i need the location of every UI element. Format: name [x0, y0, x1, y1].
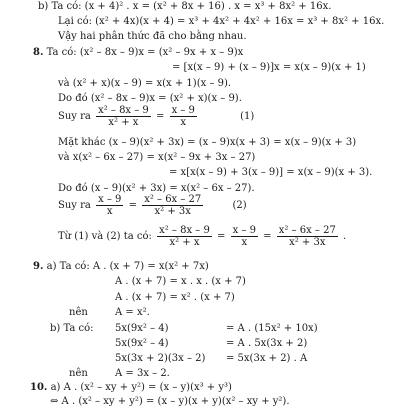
line-9a-result: A = x².: [115, 307, 150, 318]
line-9a-step3: A . (x + 7) = x² . (x + 7): [115, 292, 235, 303]
fraction-denominator: x² + x: [108, 117, 139, 128]
fraction-denominator: x: [241, 237, 248, 248]
problem-8-line: [33, 47, 243, 59]
problem-9-first-expr: a) Ta có: A . (x + 7) = x(x² + 7x): [43, 261, 209, 272]
problem-8-first-expr: Ta có: (x² – 8x – 9)x = (x² – 9x + x – 9)x: [43, 47, 244, 58]
fraction-denominator: x: [180, 117, 187, 128]
nen-label: nên: [69, 307, 88, 318]
problem-number-9: 9.: [33, 261, 44, 272]
line-9b-result: A = 3x – 2.: [115, 368, 170, 379]
line-mat-khac: Mặt khác (x – 9)(x² + 3x) = (x – 9)x(x + 3) = x(x – 9)(x + 3): [58, 137, 357, 148]
line-factor-2: = x[x(x – 9) + 3(x – 9)] = x(x – 9)(x + 3).: [169, 167, 373, 178]
fraction-numerator: x² – 6x – 27: [278, 225, 336, 236]
line-do-do-2: Do đó (x – 9)(x² + 3x) = x(x² – 6x – 27).: [58, 183, 255, 194]
line-do-do-1: Do đó (x² – 8x – 9)x = (x² + x)(x – 9).: [58, 93, 242, 104]
line-lai-co: Lại có: (x² + 4x)(x + 4) = x³ + 4x² + 4x² + 16x = x³ + 8x² + 16x.: [58, 16, 385, 27]
line-tu-1-va-2: [58, 225, 346, 248]
fraction-numerator: x² – 8x – 9: [159, 225, 210, 236]
fraction-2b: [142, 194, 203, 217]
fraction-1b: [170, 105, 197, 128]
fraction-denominator: x² + 3x: [289, 237, 326, 248]
problem-number-8: 8.: [33, 47, 44, 58]
line-suy-ra-2: [58, 194, 247, 217]
fraction-denominator: x² + 3x: [154, 206, 191, 217]
equals-sign: =: [263, 230, 272, 242]
line-9b-lhs2: 5x(9x² – 4): [115, 338, 169, 349]
line-b-first: b) Ta có: (x + 4)² . x = (x² + 8x + 16) . x = x³ + 8x² + 16x.: [38, 1, 332, 12]
line-vay-hai-phan-thuc: Vậy hai phân thức đã cho bằng nhau.: [58, 31, 247, 42]
fraction-numerator: x² – 6x – 27: [144, 194, 202, 205]
line-9b-lhs1: 5x(9x² – 4): [115, 323, 169, 334]
equals-sign: =: [217, 230, 226, 242]
problem-number-10: 10.: [30, 382, 48, 393]
suy-ra-label: Suy ra: [58, 199, 91, 211]
equals-sign: =: [155, 110, 165, 122]
line-9b-nen: nên: [69, 368, 88, 379]
problem-10-first-expr: a) A . (x² – xy + y²) = (x – y)(x³ + y³): [47, 382, 232, 393]
fraction-3c: [277, 225, 338, 248]
line-va-x-x2: và x(x² – 6x – 27) = x(x² – 9x + 3x – 27): [58, 152, 256, 163]
fraction-denominator: x² + x: [169, 237, 200, 248]
problem-9-line: [33, 261, 209, 273]
line-10a-equivalent: ⇔ A . (x² – xy + y²) = (x – y)(x + y)(x² – xy + y²).: [50, 396, 290, 407]
suy-ra-label: Suy ra: [58, 110, 91, 122]
period: .: [343, 230, 347, 242]
fraction-numerator: x – 9: [232, 225, 256, 236]
fraction-1a: [96, 105, 151, 128]
fraction-denominator: x: [106, 206, 113, 217]
line-9a-step2: A . (x + 7) = x . x . (x + 7): [115, 276, 246, 287]
line-9b-rhs1: = A . (15x² + 10x): [226, 323, 318, 334]
line-9b-label: b) Ta có:: [50, 323, 94, 334]
fraction-2a: [96, 194, 123, 217]
equation-tag-2: (2): [232, 199, 247, 211]
line-factor-expansion: = [x(x – 9) + (x – 9)]x = x(x – 9)(x + 1): [172, 62, 366, 73]
equation-tag-1: (1): [240, 110, 255, 122]
line-va-x2-x: và (x² + x)(x – 9) = x(x + 1)(x – 9).: [58, 78, 232, 89]
line-9a-nen: [69, 307, 88, 319]
line-9b-lhs3: 5x(3x + 2)(3x – 2): [115, 353, 206, 364]
fraction-numerator: x – 9: [171, 105, 195, 116]
equals-sign: =: [128, 199, 137, 211]
line-9b-rhs2: = A . 5x(3x + 2): [226, 338, 308, 349]
problem-10-line: [30, 382, 232, 394]
fraction-numerator: x² – 8x – 9: [98, 105, 149, 116]
line-9b-rhs3: = 5x(3x + 2) . A: [226, 353, 308, 364]
tu-1-va-2-label: Từ (1) và (2) ta có:: [58, 230, 152, 242]
line-suy-ra-1: [58, 105, 254, 128]
fraction-3b: [231, 225, 258, 248]
fraction-numerator: x – 9: [98, 194, 122, 205]
fraction-3a: [157, 225, 212, 248]
